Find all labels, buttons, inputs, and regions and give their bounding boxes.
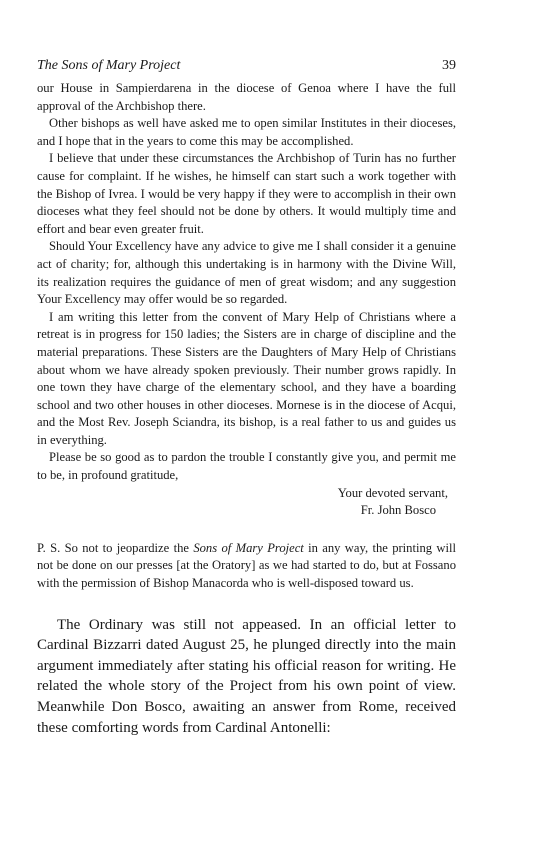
- postscript-italic-title: Sons of Mary Project: [193, 540, 304, 555]
- narrative-paragraph: The Ordinary was still not appeased. In an official letter to Cardinal Bizzarri dated August 25, he plunged directly into the main argument immediately after stating his official reason for writing. He related the whole story of the Project from his own point of view. Meanwhile Don Bosco, awaiting an answer from Rome, received these comforting words from Cardinal Antonelli:: [37, 616, 456, 736]
- letter-signoff: [37, 485, 456, 520]
- letter-paragraph: I am writing this letter from the convent of Mary Help of Christians where a retreat is in progress for 150 ladies; the Sisters are in charge of discipline and the material preparations. These Sisters are the Daughters of Mary Help of Christians about whom we have already spoken previously. Their number grows rapidly. In one town they have charge of the elementary school, and they have a boarding school and two other houses in other dioceses. Mornese is in the diocese of Acqui, and the Most Rev. Joseph Sciandra, its bishop, is a real father to us and guides us in everything.: [37, 309, 456, 447]
- letter-body: [37, 80, 456, 485]
- postscript: [37, 540, 456, 593]
- page-header: [37, 58, 456, 80]
- book-page: [37, 58, 456, 738]
- running-title: The Sons of Mary Project: [37, 58, 181, 73]
- letter-signature: Fr. John Bosco: [360, 503, 436, 518]
- postscript-text: P. S. So not to jeopardize the: [37, 540, 194, 555]
- letter-paragraph: our House in Sampierdarena in the diocese of Genoa where I have the full approval of the Archbishop there.: [37, 81, 456, 113]
- letter-paragraph: Please be so good as to pardon the trouble I constantly give you, and permit me to be, in profound gratitude,: [37, 450, 456, 483]
- letter-paragraph: Other bishops as well have asked me to open similar Institutes in their dioceses, and I hope that in the years to come this may be accomplished.: [37, 116, 456, 148]
- narrative-body: [37, 615, 456, 739]
- postscript-text: in any way, the printing will not be done on our presses [at the Oratory] as we had started to do, but at Fossano with the permission of Bishop Manacorda who is well-disposed toward us.: [37, 540, 456, 591]
- letter-paragraph: I believe that under these circumstances the Archbishop of Turin has no further cause for complaint. If he wishes, he himself can start such a work together with the Bishop of Ivrea. I would be very happy if they were to accomplish in their own dioceses what they feel should not be done by others. It would multiply time and effort and bear even greater fruit.: [37, 151, 456, 236]
- letter-closing: Your devoted servant,: [337, 485, 448, 500]
- letter-paragraph: Should Your Excellency have any advice to give me I shall consider it a genuine act of charity; for, although this undertaking is in harmony with the Divine Will, its realization requires the guidance of men of great wisdom; and any suggestion Your Excellency may offer would be so regarded.: [37, 239, 456, 307]
- page-number: 39: [442, 58, 456, 73]
